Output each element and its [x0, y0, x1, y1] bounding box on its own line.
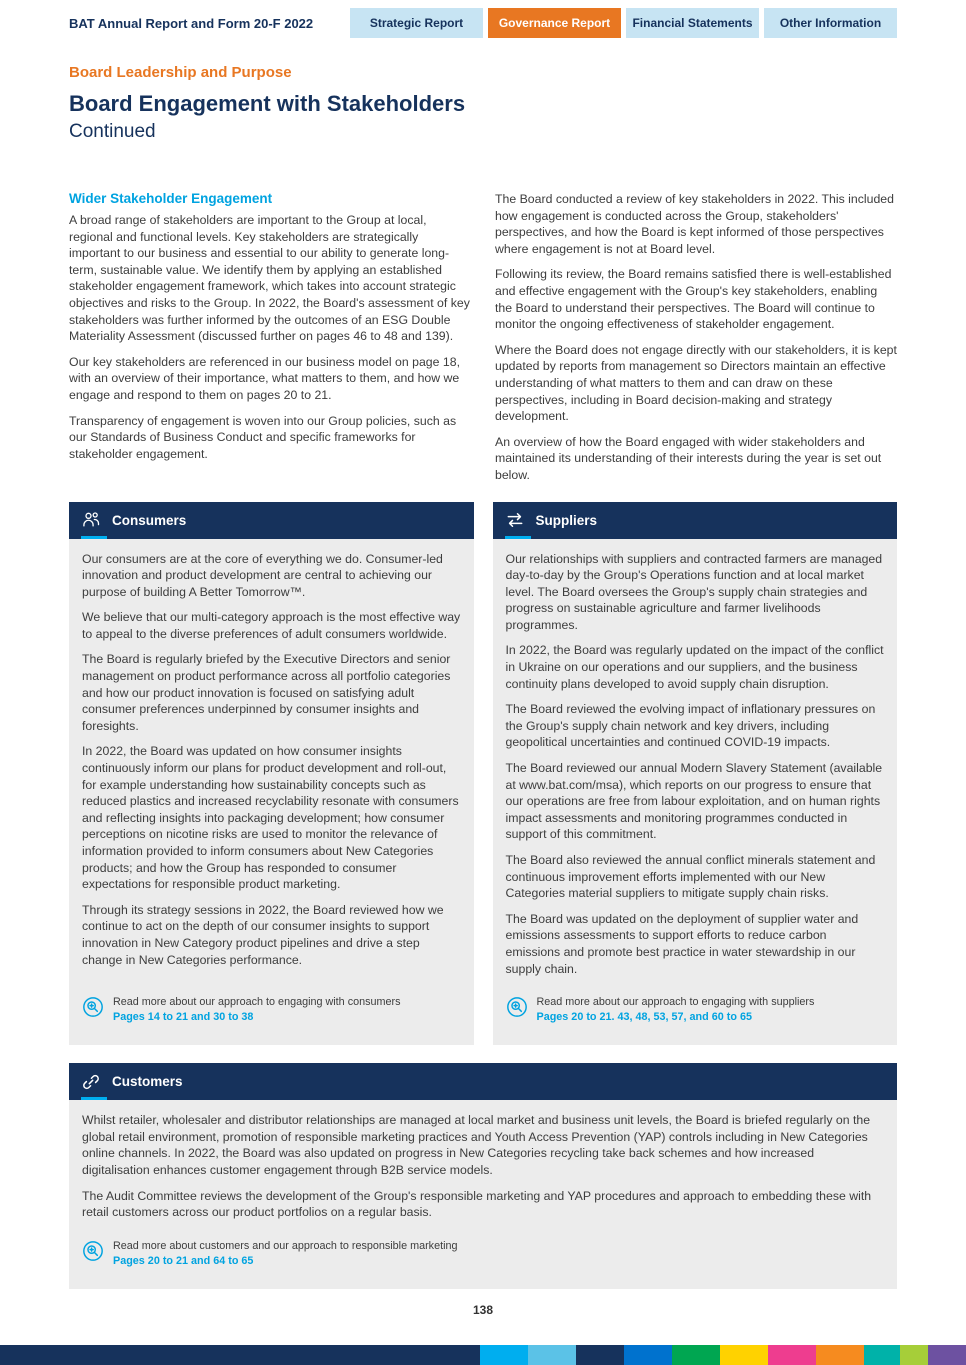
paragraph: An overview of how the Board engaged with wider stakeholders and maintained its understanding of their interests during the year is set out below.: [495, 434, 882, 482]
page-subtitle: Continued: [69, 121, 156, 142]
icon-underline: [81, 536, 107, 539]
color-segment: [624, 1345, 672, 1365]
readmore-text: Read more about our approach to engaging with suppliers: [536, 996, 815, 1009]
paragraph: Our key stakeholders are referenced in our business model on page 18, with an overview of their importance, what matters to them, and how we engage and respond to them on pages 20 to 21.: [69, 354, 460, 402]
readmore-pages-link[interactable]: Pages 20 to 21. 43, 48, 53, 57, and 60 to 65: [536, 1011, 752, 1024]
paragraph: The Audit Committee reviews the development of the Group's responsible marketing and YAP procedures and approach to embedding these with retail customers across our product portfolios on a regular basis.: [82, 1188, 872, 1220]
zoom-plus-icon: [506, 996, 528, 1023]
readmore-text-wrap: [113, 995, 401, 1023]
tab-financial-statements[interactable]: Financial Statements: [626, 8, 759, 38]
color-segment: [768, 1345, 816, 1365]
intro-left-column: [69, 191, 471, 484]
tab-other-information[interactable]: Other Information: [764, 8, 897, 38]
intro-right-column: [495, 191, 897, 484]
page-content: [0, 38, 966, 1289]
paragraph: In 2022, the Board was regularly updated on the impact of the conflict in Ukraine on our operations and our suppliers, and the business continuity plans developed to avoid supply chain disruption.: [505, 643, 884, 691]
paragraph: We believe that our multi-category approach is the most effective way to appeal to the diverse preferences of adult consumers worldwide.: [82, 610, 461, 641]
suppliers-card-body: [493, 539, 898, 986]
zoom-plus-icon: [82, 996, 104, 1023]
paragraph: The Board was updated on the deployment of supplier water and emissions assessments to support efforts to reduce carbon emissions and promote best practice in water stewardship in our supply chain.: [505, 911, 859, 976]
paragraph: The Board also reviewed the annual conflict minerals statement and continuous improvement efforts implemented with our New Categories material suppliers to mitigate supply chain risks.: [505, 853, 876, 901]
color-segment: [672, 1345, 720, 1365]
page-title: Board Engagement with Stakeholders: [69, 91, 466, 116]
paragraph: In 2022, the Board was updated on how consumer insights continuously inform our plans for product development and roll-out, for example understanding how sustainability concepts such as reduced plastics and increased recyclability resonate with consumers and reflecting insights into packaging development; how consumer perceptions on nicotine risks are used to monitor the relevance of information provided to inform consumers about New Categories products; and how the Group has responded to consumer expectations for responsible product marketing.: [82, 744, 459, 892]
people-icon: [81, 510, 101, 530]
link-icon: [81, 1072, 101, 1092]
card-title: Consumers: [112, 512, 187, 528]
readmore-text: Read more about our approach to engaging with consumers: [113, 996, 401, 1009]
footer-color-bar: [0, 1345, 966, 1365]
color-segment: [900, 1345, 928, 1365]
paragraph: A broad range of stakeholders are important to the Group at local, regional and functional levels. Key stakeholders are strategically important to our business and essential to our ability to generate long-term, sustainable value. We identify them by applying an established stakeholder engagement framework, which takes into account strategic objectives and risks to the Group. In 2022, the Board's assessment of key stakeholders was further informed by the outcomes of an ESG Double Materiality Assessment (discussed further on pages 46 to 48 and 139).: [69, 213, 470, 344]
consumers-card-header: [69, 502, 474, 539]
suppliers-card: [493, 502, 898, 1046]
color-segment: [864, 1345, 900, 1365]
customers-card-body: [69, 1100, 897, 1229]
paragraph: Through its strategy sessions in 2022, the Board reviewed how we continue to act on the depth of our consumer insights to support innovation in New Category product pipelines and drive a step change in New Categories performance.: [82, 902, 444, 967]
readmore-pages-link[interactable]: Pages 20 to 21 and 64 to 65: [113, 1254, 254, 1267]
suppliers-readmore: [493, 985, 898, 1045]
paragraph: Our relationships with suppliers and contracted farmers are managed day-to-day by the Group's Operations function and at local market level. The Board oversees the Group's supply chain strategies and progress on sustainable agriculture and farmer livelihoods programmes.: [505, 551, 883, 632]
consumers-card-body: [69, 539, 474, 986]
consumers-card: [69, 502, 474, 1046]
stakeholder-cards: [69, 502, 897, 1046]
icon-underline: [81, 1097, 107, 1100]
tab-strategic-report[interactable]: Strategic Report: [350, 8, 483, 38]
color-segment: [528, 1345, 576, 1365]
readmore-text-wrap: [537, 995, 815, 1023]
card-title: Customers: [112, 1074, 183, 1090]
report-title: BAT Annual Report and Form 20-F 2022: [69, 15, 314, 31]
intro-left-paragraphs: [69, 212, 471, 462]
icon-underline: [505, 536, 531, 539]
customers-readmore: [69, 1229, 897, 1289]
color-segment: [928, 1345, 966, 1365]
paragraph: The Board conducted a review of key stakeholders in 2022. This included how engagement is conducted across the Group, stakeholders' perspectives, and how the Board is kept informed of those perspectives where engagement is not at Board level.: [495, 192, 894, 256]
top-navigation: [0, 0, 966, 38]
suppliers-card-header: [493, 502, 898, 539]
page-number: 138: [472, 1303, 494, 1317]
exchange-arrows-icon: [505, 510, 525, 530]
readmore-text: Read more about customers and our approach to responsible marketing: [113, 1239, 458, 1252]
intro-section: [69, 191, 897, 484]
section-eyebrow: Board Leadership and Purpose: [69, 64, 292, 81]
color-segment: [576, 1345, 624, 1365]
color-segment: [0, 1345, 480, 1365]
paragraph: Whilst retailer, wholesaler and distributor relationships are managed at local market and business unit levels, the Board is briefed regularly on the global retail environment, promotion of responsible marketing practices and Youth Access Prevention (YAP) controls including in New Categories online channels. In 2022, the Board was also updated on progress in New Categories recycling take back schemes and how increased digitalisation enhances customer engagement through B2B service models.: [82, 1113, 871, 1177]
intro-right-paragraphs: [495, 191, 897, 484]
paragraph: Following its review, the Board remains satisfied there is well-established and effective engagement with the Group's key stakeholders, enabling the Board to understand their perspectives. The Board will continue to monitor the ongoing effectiveness of stakeholder engagement.: [495, 267, 892, 332]
color-segment: [720, 1345, 768, 1365]
color-segment: [816, 1345, 864, 1365]
section-tabs: [350, 8, 897, 38]
consumers-readmore: [69, 985, 474, 1045]
color-segment: [480, 1345, 528, 1365]
paragraph: Our consumers are at the core of everything we do. Consumer-led innovation and product development are central to achieving our purpose of building A Better Tomorrow™.: [82, 551, 443, 599]
intro-heading: Wider Stakeholder Engagement: [69, 191, 273, 206]
paragraph: The Board is regularly briefed by the Executive Directors and senior management on product performance across all portfolio categories and how our product innovation is focused on satisfying adult consumer preferences underpinned by consumer insights and foresights.: [82, 652, 451, 733]
readmore-pages-link[interactable]: Pages 14 to 21 and 30 to 38: [113, 1011, 254, 1024]
paragraph: Transparency of engagement is woven into our Group policies, such as our Standards of Business Conduct and specific frameworks for stakeholder engagement.: [69, 413, 457, 461]
tab-governance-report[interactable]: Governance Report: [488, 8, 621, 38]
customers-card-header: [69, 1063, 897, 1100]
card-title: Suppliers: [535, 512, 598, 528]
zoom-plus-icon: [82, 1240, 104, 1267]
paragraph: The Board reviewed our annual Modern Slavery Statement (available at www.bat.com/msa), which reports on our progress to ensure that our operations are free from labour exploitation, and on human rights impact assessments and monitoring programmes conducted in support of this commitment.: [505, 761, 883, 842]
paragraph: The Board reviewed the evolving impact of inflationary pressures on the Group's supply chain network and key drivers, including geopolitical uncertainties and continued COVID-19 impacts.: [505, 702, 876, 750]
paragraph: Where the Board does not engage directly with our stakeholders, it is kept updated by reports from management so Directors maintain an effective understanding of what matters to them and can draw on these perspectives, including in Board decision-making and strategy development.: [495, 342, 897, 424]
readmore-text-wrap: [113, 1239, 458, 1267]
customers-card: [69, 1063, 897, 1289]
